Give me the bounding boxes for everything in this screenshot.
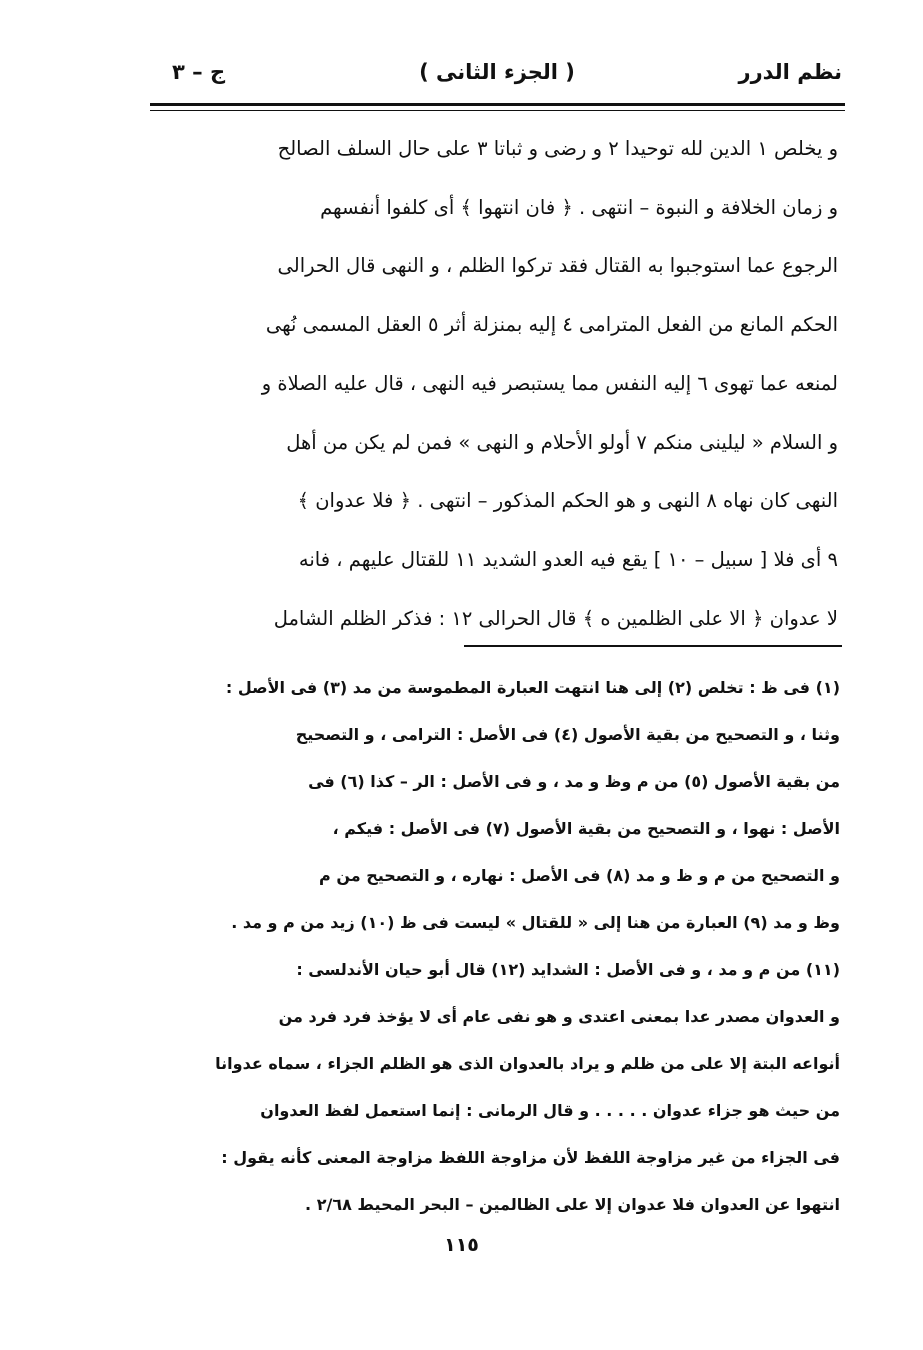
footnote-line: (١) فى ظ : تخلص (٢) إلى هنا انتهت العبارة المطموسة من مد (٣) فى الأصل : xyxy=(225,678,840,697)
page-number: ١١٥ xyxy=(444,1234,479,1256)
footnote-line: فى الجزاء من غير مزاوجة اللفظ لأن مزاوجة اللفظ مزاوجة المعنى كأنه يقول : xyxy=(221,1148,840,1167)
footnote-line: أنواعه البتة إلا على من ظلم و يراد بالعدوان الذى هو الظلم الجزاء ، سماه عدوانا xyxy=(215,1054,840,1073)
body-line: و يخلص ١ الدين لله توحيدا ٢ و رضى و ثباتا ٣ على حال السلف الصالح xyxy=(277,137,838,160)
book-title: نظم الدرر xyxy=(738,60,842,84)
main-text xyxy=(158,120,838,648)
part-label: ( الجزء الثانى ) xyxy=(419,60,575,84)
volume-label: ج – ٣ xyxy=(172,60,226,84)
body-line: الرجوع عما استوجبوا به القتال فقد تركوا الظلم ، و النهى قال الحرالى xyxy=(277,254,838,278)
footnote-line: و العدوان مصدر عدا بمعنى اعتدى و هو نفى عام أى لا يؤخذ فرد فرد من xyxy=(278,1007,840,1026)
footnote-line: وظ و مد (٩) العبارة من هنا إلى « للقتال » ليست فى ظ (١٠) زيد من م و مد . xyxy=(231,913,840,932)
running-header xyxy=(152,60,842,96)
body-line: لمنعه عما تهوى ٦ إليه النفس مما يستبصر فيه النهى ، قال عليه الصلاة و xyxy=(261,371,838,395)
body-line: النهى كان نهاه ٨ النهى و هو الحكم المذكور – انتهى . ﴿ فلا عدوان ﴾ xyxy=(297,489,838,513)
body-line: الحكم المانع من الفعل المترامى ٤ إليه بمنزلة أثر ٥ العقل المسمى نُهى xyxy=(265,313,838,337)
header-rule-thick xyxy=(150,103,845,106)
body-line: ٩ أى فلا [ سبيل – ١٠ ] يقع فيه العدو الشديد ١١ للقتال عليهم ، فانه xyxy=(298,547,838,571)
footnote-separator xyxy=(464,645,842,647)
footnote-line: و التصحيح من م و ظ و مد (٨) فى الأصل : نهاره ، و التصحيح من م xyxy=(319,866,840,885)
footnotes xyxy=(160,664,840,1228)
header-rule-thin xyxy=(150,110,845,111)
footnote-line: (١١) من م و مد ، و فى الأصل : الشدايد (١٢) قال أبو حيان الأندلسى : xyxy=(296,960,840,979)
body-line: و السلام « ليلينى منكم ٧ أولو الأحلام و النهى » فمن لم يكن من أهل xyxy=(286,430,838,454)
footnote-line: من بقية الأصول (٥) من م وظ و مد ، و فى الأصل : الر – كذا (٦) فى xyxy=(308,772,840,791)
body-line: و زمان الخلافة و النبوة – انتهى . ﴿ فان انتهوا ﴾ أى كلفوا أنفسهم xyxy=(320,195,838,219)
footnote-line: من حيث هو جزاء عدوان . . . . . و قال الرمانى : إنما استعمل لفظ العدوان xyxy=(260,1101,840,1120)
footnote-line: انتهوا عن العدوان فلا عدوان إلا على الظالمين – البحر المحيط ٢/٦٨ . xyxy=(305,1195,840,1214)
footnote-line: الأصل : نهوا ، و التصحيح من بقية الأصول (٧) فى الأصل : فيكم ، xyxy=(332,819,840,838)
body-line: لا عدوان ﴿ الا على الظلمين ه ﴾ قال الحرالى ١٢ : فذكر الظلم الشامل xyxy=(273,606,838,630)
footnote-line: وثنا ، و التصحيح من بقية الأصول (٤) فى الأصل : الترامى ، و التصحيح xyxy=(295,725,840,744)
